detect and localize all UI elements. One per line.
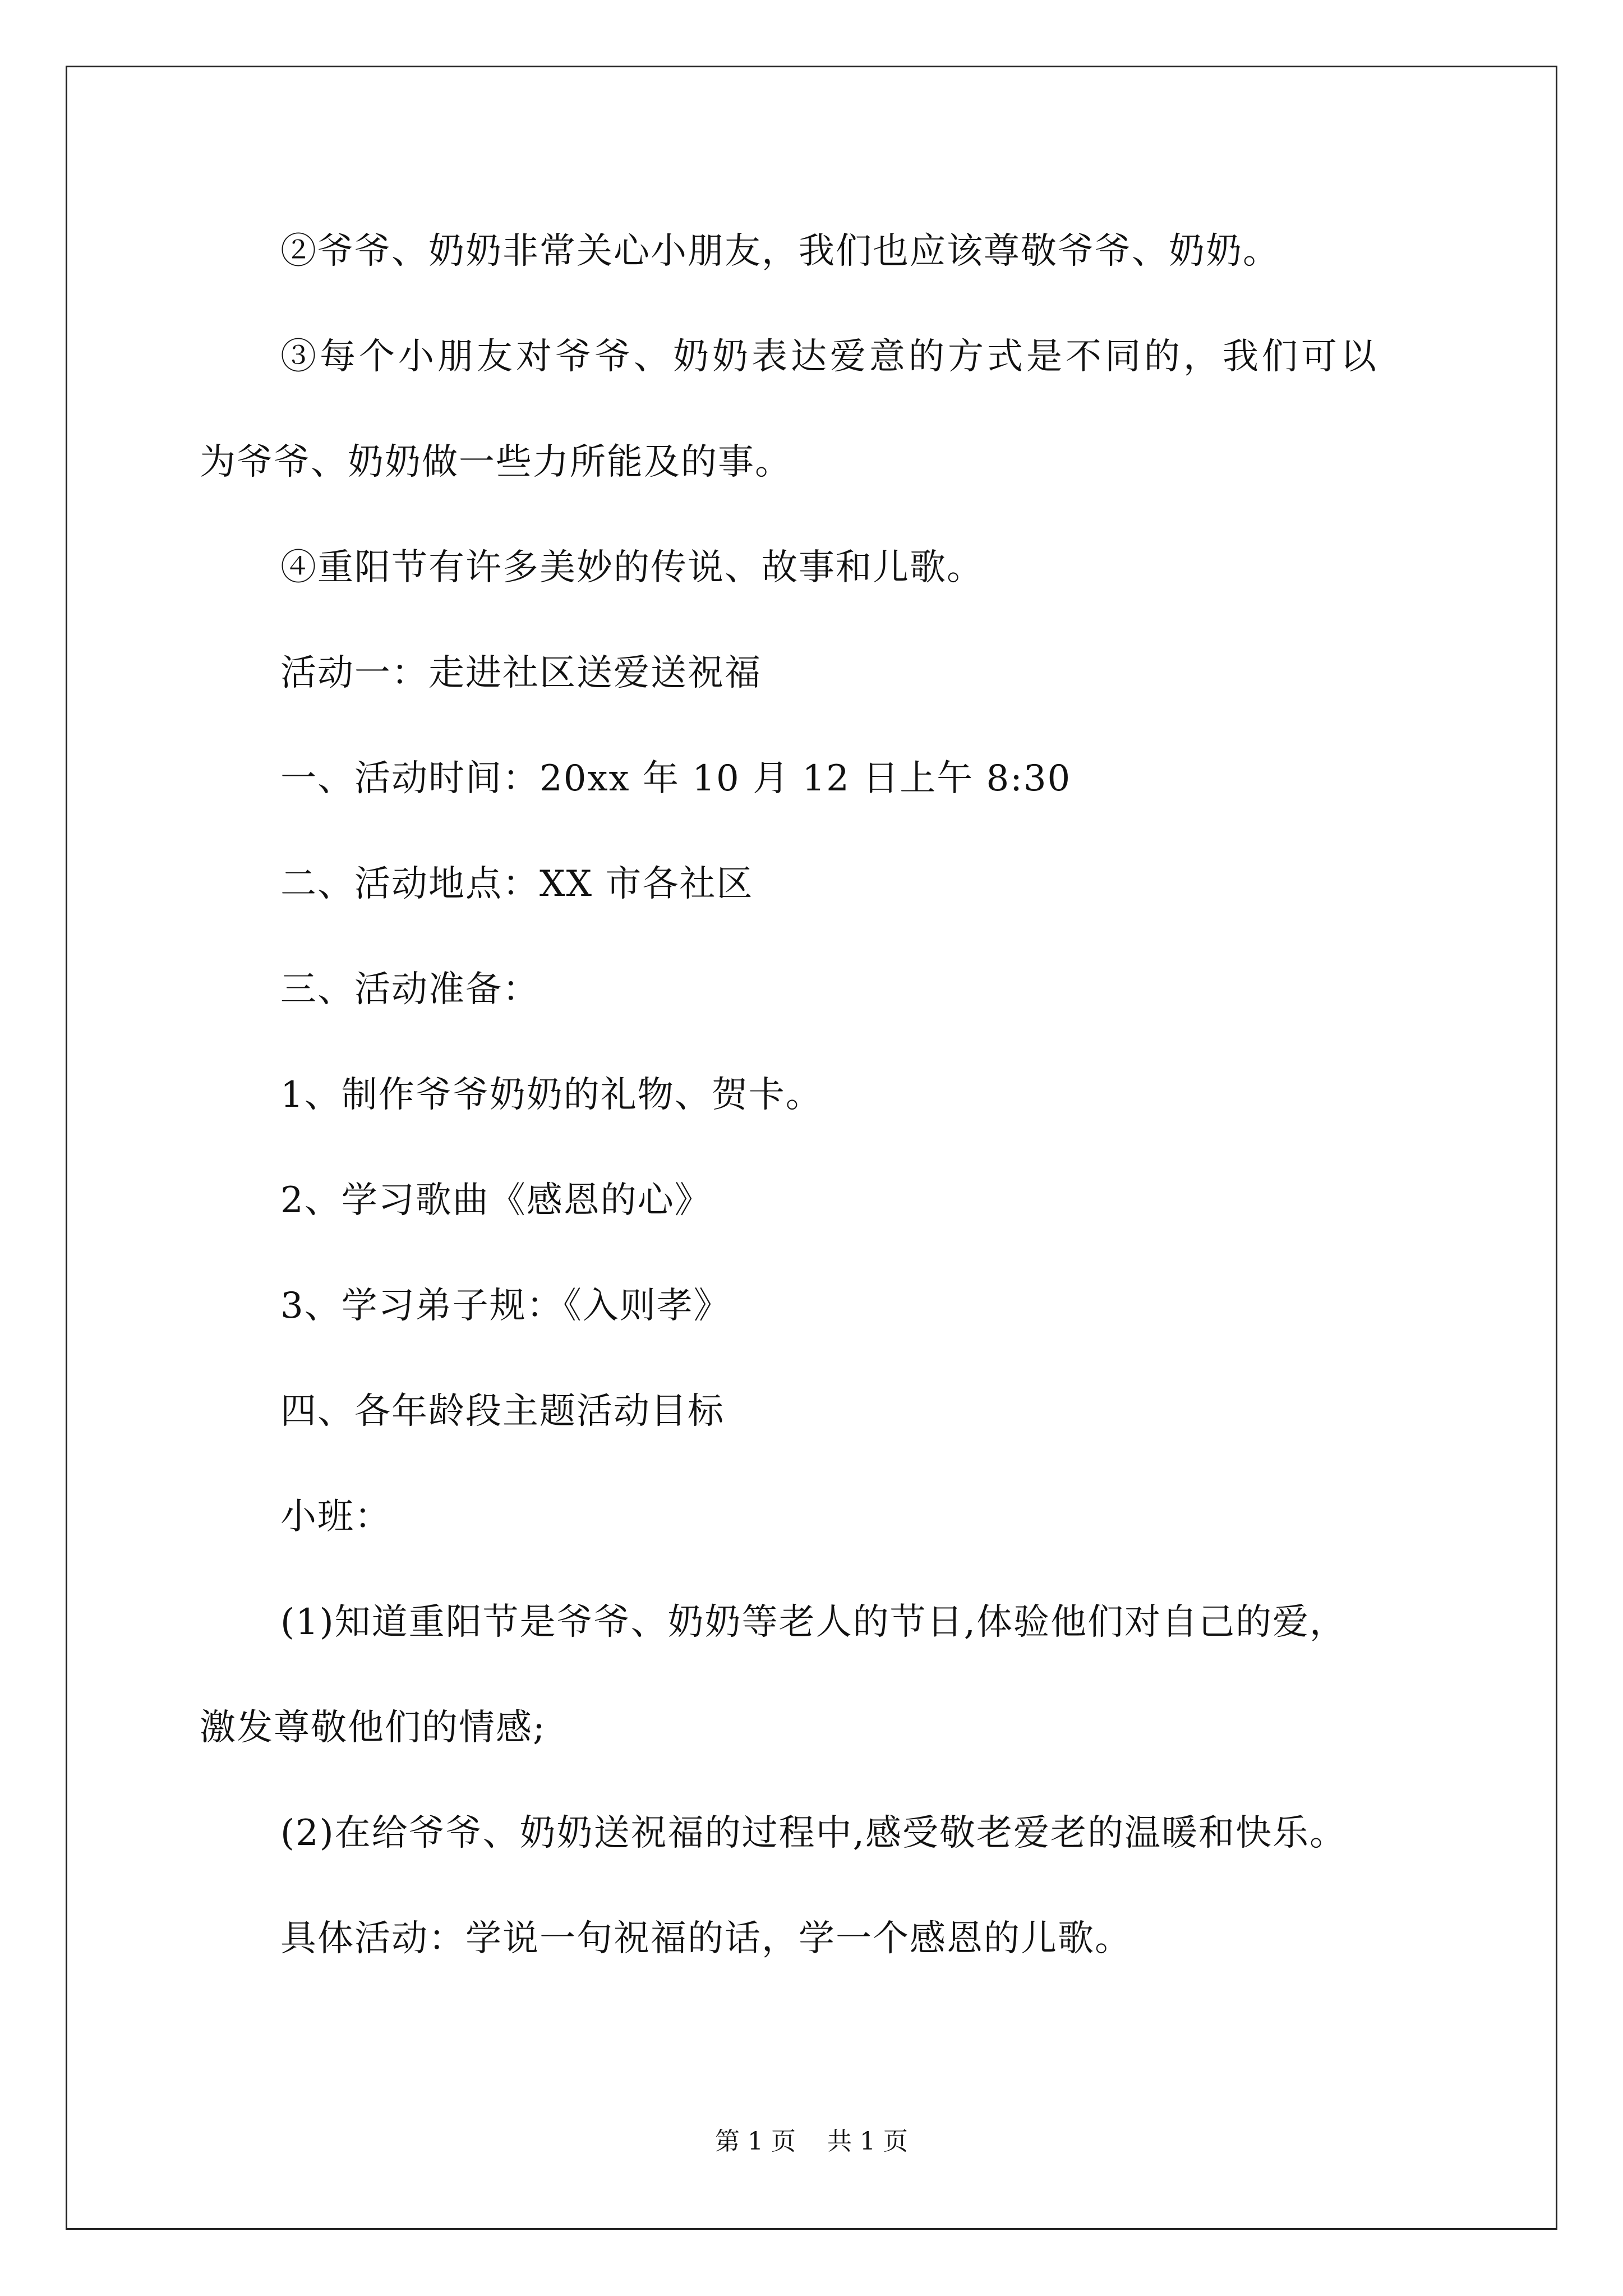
paragraph-express-love-line1: ③每个小朋友对爷爷、奶奶表达爱意的方式是不同的，我们可以 (280, 336, 1380, 378)
preparation-item-1: 1、制作爷爷奶奶的礼物、贺卡。 (280, 1074, 823, 1116)
age-group-goals-heading: 四、各年龄段主题活动目标 (280, 1391, 725, 1432)
small-class-goal-1-line1: (1)知道重阳节是爷爷、奶奶等老人的节日,体验他们对自己的爱， (280, 1602, 1347, 1643)
small-class-goal-1-line2: 激发尊敬他们的情感; (200, 1707, 546, 1749)
small-class-goal-2: (2)在给爷爷、奶奶送祝福的过程中,感受敬老爱老的温暖和快乐。 (280, 1812, 1347, 1854)
paragraph-express-love-line2: 为爷爷、奶奶做一些力所能及的事。 (200, 441, 792, 483)
page-border (66, 66, 1557, 2230)
preparation-item-3: 3、学习弟子规：《入则孝》 (280, 1285, 731, 1327)
preparation-item-2: 2、学习歌曲《感恩的心》 (280, 1180, 712, 1221)
small-class-heading: 小班： (280, 1496, 391, 1538)
section-heading-activity-one: 活动一：走进社区送爱送祝福 (280, 652, 762, 694)
activity-location: 二、活动地点：XX 市各社区 (280, 863, 754, 905)
page-number-footer: 第 1 页 共 1 页 (715, 2127, 908, 2156)
activity-time: 一、活动时间：20xx 年 10 月 12 日上午 8:30 (280, 758, 1072, 799)
specific-activity: 具体活动：学说一句祝福的话，学一个感恩的儿歌。 (280, 1918, 1132, 1959)
activity-preparation-heading: 三、活动准备： (280, 969, 540, 1010)
paragraph-care-elders: ②爷爷、奶奶非常关心小朋友，我们也应该尊敬爷爷、奶奶。 (280, 231, 1280, 272)
paragraph-legends: ④重阳节有许多美妙的传说、故事和儿歌。 (280, 547, 984, 588)
